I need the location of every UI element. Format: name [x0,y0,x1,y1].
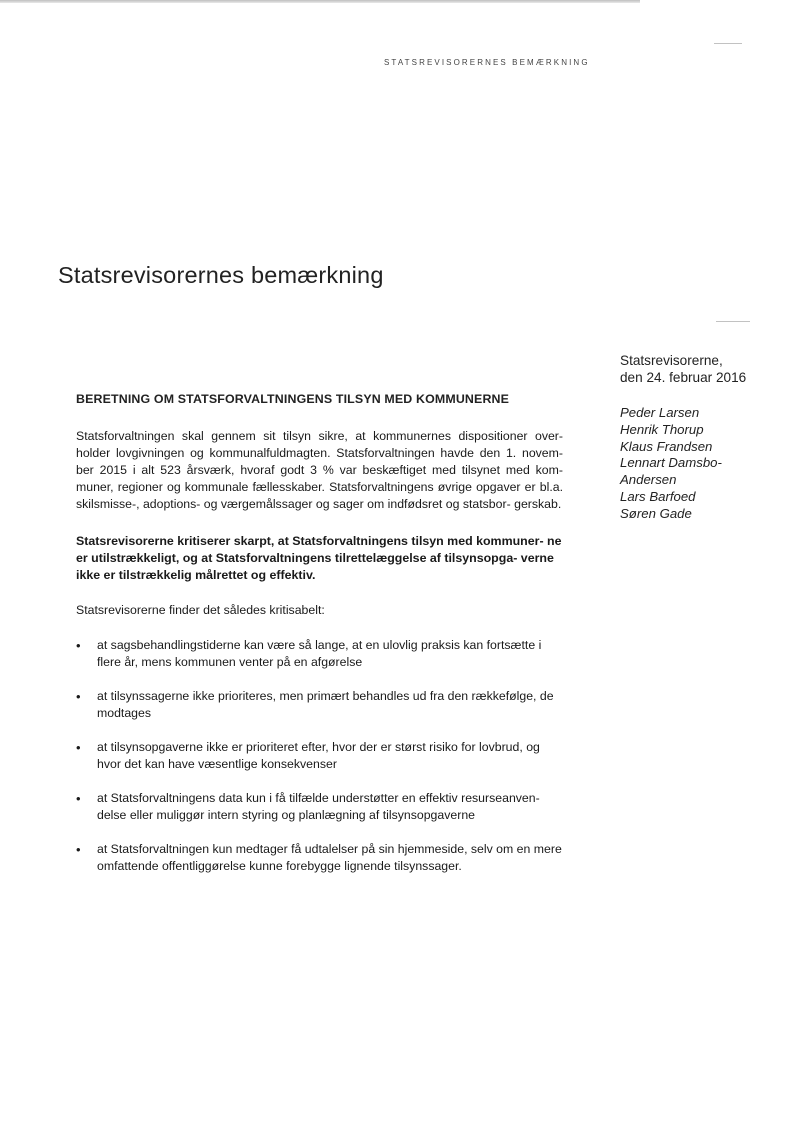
text-line: hvor det kan have væsentlige konsekvenser [97,757,337,771]
text-line: mere omfattende offentliggørelse kunne forebygge lignende tilsynssager. [97,842,562,873]
signature-sidebar [620,352,790,523]
list-item [76,637,563,671]
text-line: muner, regioner og kommunale fællesskaber. Statsforvaltningens øvrige opgaver er [76,480,536,494]
signatory-name: Søren Gade [620,505,692,521]
signatory-name: Lennart Damsbo- [620,455,722,471]
list-item [76,790,563,824]
scan-top-edge [0,0,640,3]
bullet-icon: • [76,842,81,857]
text-line: at sagsbehandlingstiderne kan være så lange, at en ulovlig praksis kan fortsætte [97,638,536,652]
bullet-icon: • [76,740,81,755]
scan-speck-mid-right [716,321,750,322]
text-line: holder lovgivningen og kommunalfuldmagten. Statsforvaltningen havde den 1. novem- [76,446,563,460]
issue-date: den 24. februar 2016 [620,370,747,385]
text-line: Statsrevisorerne kritiserer skarpt, at Statsforvaltningens tilsyn med kommuner- [76,534,544,548]
text-line: gerskab. [514,497,562,511]
text-line: delse eller muliggør intern styring og planlægning af tilsynsopgaverne [97,808,475,822]
text-line: i flere år, mens kommunen venter på en afgørelse [97,638,542,669]
text-line: Statsforvaltningen skal gennem sit tilsyn sikre, at kommunernes dispositioner over- [76,429,563,443]
text-line: at tilsynssagerne ikke prioriteres, men primært behandles ud fra den rækkefølge, [97,689,537,703]
bullet-icon: • [76,638,81,653]
signatory-name: Peder Larsen [620,405,700,420]
text-line: at Statsforvaltningens data kun i få tilfælde understøtter en effektiv resurseanven- [97,791,540,805]
intro-paragraph [76,428,563,513]
report-body [76,392,563,892]
page-title: Statsrevisorernes bemærkning [58,262,384,288]
bullet-icon: • [76,791,81,806]
date-block [620,352,790,386]
signatory-name: Lars Barfoed [620,488,696,504]
running-header: STATSREVISORERNES BEMÆRKNING [384,58,590,67]
text-line: bl.a. skilsmisse-, adoptions- og værgemålssager og sager om indfødsret og statsbor- [76,480,563,511]
signatory-name: Andersen [620,472,677,488]
list-item [76,739,563,773]
text-line: ne er utilstrækkeligt, og at Statsforvaltningens tilrettelæggelse af tilsynsopga- [76,534,562,565]
bullet-icon: • [76,689,81,704]
issuing-body: Statsrevisorerne, [620,353,723,368]
scan-speck-top-right [714,43,742,44]
text-line: at tilsynsopgaverne ikke er prioriteret efter, hvor der er størst risiko for lovbrud, og [97,740,540,754]
criticism-statement [76,533,563,584]
signatory-name: Klaus Frandsen [620,438,713,454]
signatory-list [620,405,790,523]
findings-list [76,637,563,875]
list-item [76,688,563,722]
text-line: at Statsforvaltningen kun medtager få udtalelser på sin hjemmeside, selv om en [97,842,531,856]
text-line: verne ikke er tilstrækkelig målrettet og effektiv. [76,551,554,582]
findings-lead: Statsrevisorerne finder det således kritisabelt: [76,603,325,617]
signatory-name: Henrik Thorup [620,421,704,437]
text-line: de modtages [97,689,554,720]
list-item [76,841,563,875]
text-line: ber 2015 i alt 523 årsværk, hvoraf godt 3 % var beskæftiget med tilsynet med kom- [76,463,563,477]
report-heading: BERETNING OM STATSFORVALTNINGENS TILSYN MED KOMMUNERNE [76,392,510,406]
